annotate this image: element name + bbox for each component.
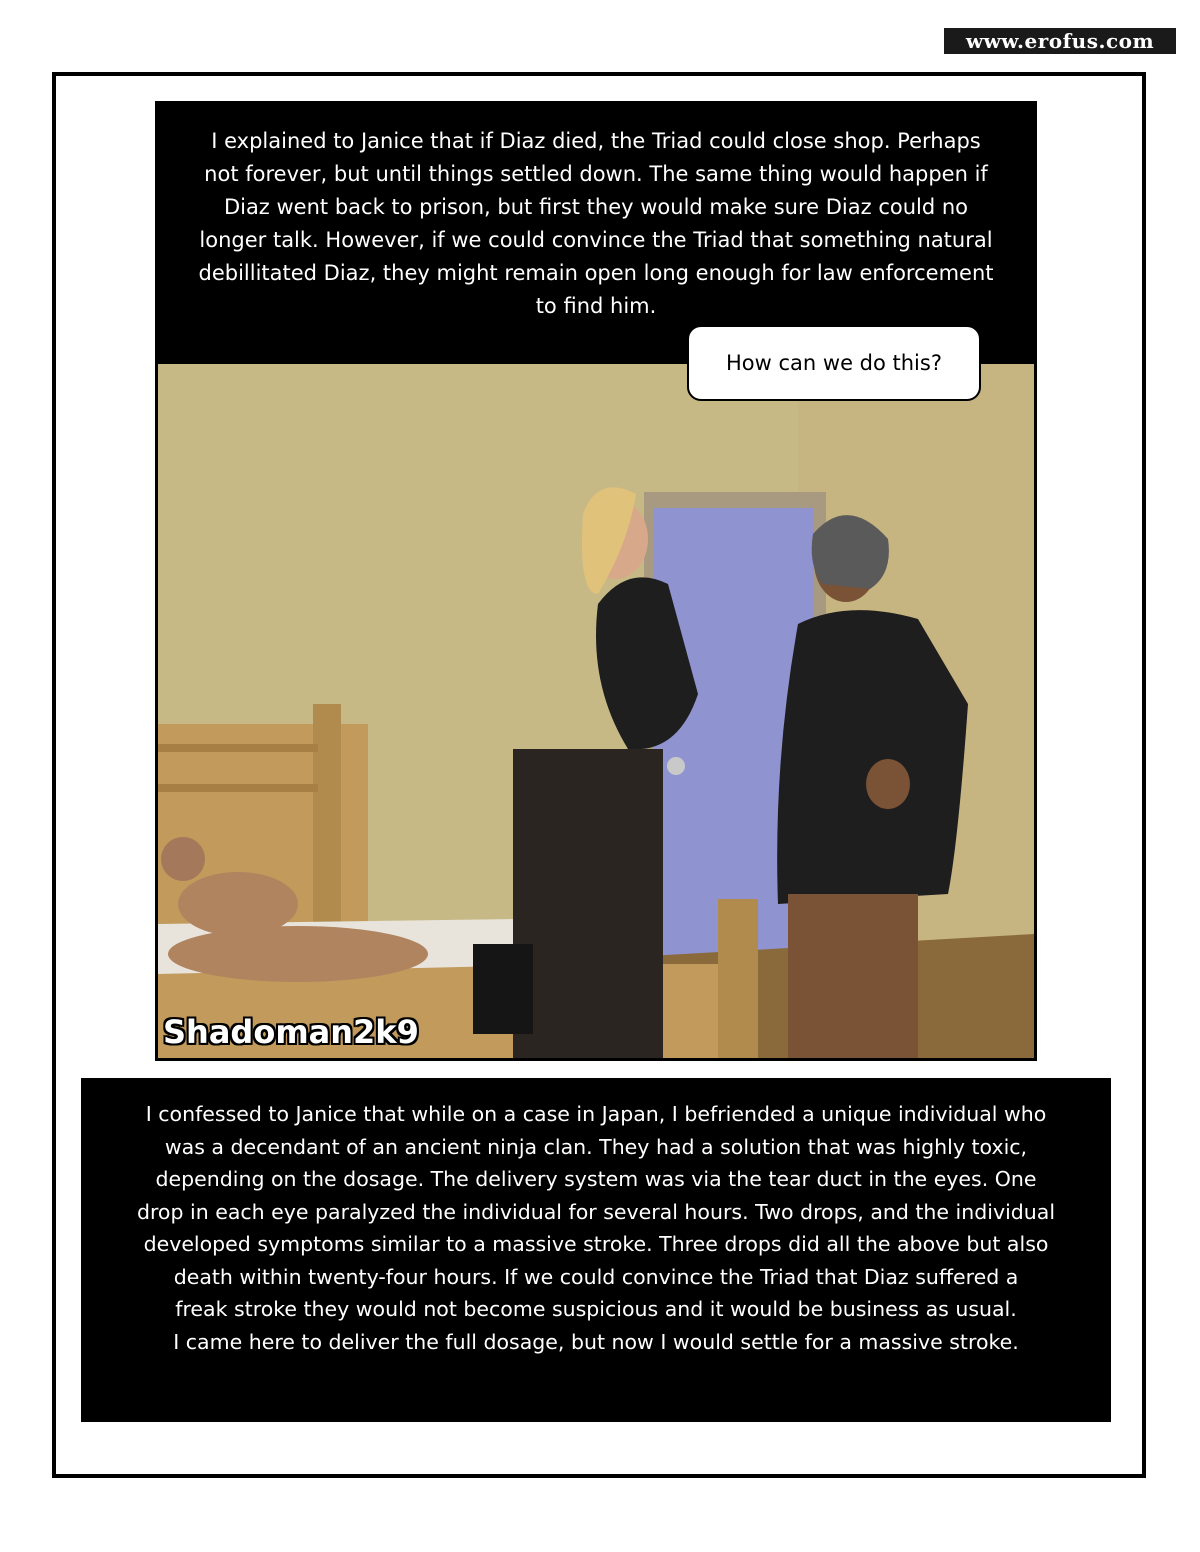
narration-caption-top: I explained to Janice that if Diaz died, the Triad could close shop. Perhaps not forever, but until things settled down. The same thing would happen if Diaz went back to prison, but first they would make sure Diaz could no longer talk. However, if we could convince the Triad that something natural debillitated Diaz, they might remain open long enough for law enforcement to find him. (198, 129, 994, 318)
artist-signature: Shadoman2k9 (163, 1013, 419, 1051)
scene-illustration (158, 364, 1034, 1058)
bedroom-scene-image (158, 364, 1034, 1058)
site-watermark: www.erofus.com (944, 28, 1176, 54)
speech-bubble: How can we do this? (687, 325, 981, 401)
comic-panel (155, 101, 1037, 1061)
narration-caption-bottom-box (81, 1078, 1111, 1422)
narration-caption-bottom: I confessed to Janice that while on a case in Japan, I befriended a unique individual who was a decendant of an ancient ninja clan. They had a solution that was highly toxic, depending on the dosage. The delivery system was via the tear duct in the eyes. One drop in each eye paralyzed the individual for several hours. Two drops, and the individual developed symptoms similar to a massive stroke. Three drops did all the above but also death within twenty-four hours. If we could convince the Triad that Diaz suffered a freak stroke they would not become suspicious and it would be business as usual. I came here to deliver the full dosage, but now I would settle for a massive stroke. (136, 1102, 1056, 1354)
